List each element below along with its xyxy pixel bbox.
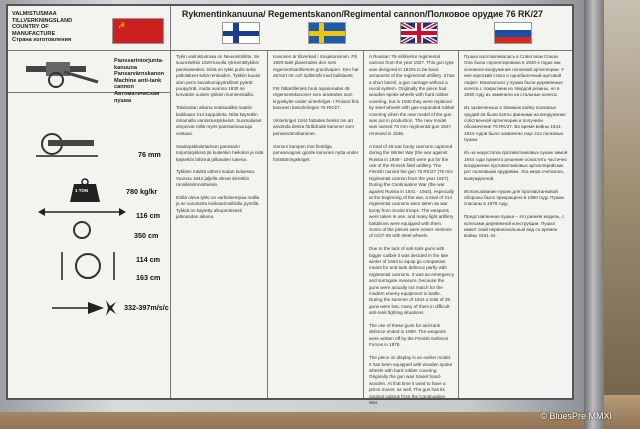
height-value: 114 cm [136,255,160,264]
english-description: A Russian 76-millimetre regimental cannon from the year 1927. This gun type was designed in 1920s to be basic armament of the regimental artillery. It has a short barrel, a gun carriage without a recoil system. Originally the piece had wooden spoke wheels with hard rubber covering, but in 1930 they were replaced by steel wheels with gas-expanded rubber covering when the new model of the gun was put in production. The new model was named 76 mm regimental gun 1927, renewed in 1936. A total of 46 war booty cannons captured during the Winter War (the war against Russia in 1939 - 1940) were put for the use of the Finnish field artillery. The Finnish named the gun 76 RK/27 (76 mm regimental cannon from the year 1927). During the Continuation War (the war against Russia in 1941 - 1944), especially at the beginning of the war, a total of 214 regimental cannons were taken as war booty from Soviet troops. The weapons were taken in use, and many light artillery battalions were equipped with them. Some of the pieces were newer versions of m/27-39 with steel wheels. Due to the lack of anti-tank guns with bigger calibre it was decided in the late winter of 1944 to equip go companies meant for anti-tank defence partly with regimental cannons. It was an emergency and surrogate measure, because the guns were actually not match for the modern enemy equipment in battle. During the summer of 1944 a total of 29 guns were lost, many of them in difficult anti-tank fighting situations. The use of these guns for anti-tank defence ended in 1960. The weapons were written off by the Finnish Defence Forces in 1978. The piece on display is an earlier model. It has been equipped with wooden spoke wheels with hard rubber covering. Originally the gun was Soviet hand-wooden. At that time it used to have a primo mover, as well. The gun has its original outlook from the Continuation War. [369,54,455,405]
width-value: 163 cm [136,273,161,282]
velocity-value: 332-397m/s/c [124,303,169,312]
height-arrow-icon [58,248,118,289]
length-arrow-icon [38,204,128,249]
weight-icon-label: 1 TON [75,188,89,193]
fi-sv-divider [267,50,268,398]
weight-value: 780 kg/kr [126,187,158,196]
finland-flag-icon [222,22,260,44]
cannon-type-label: Panssarintorjunta- kanuuna Pansarvärnskanon Machine anti-tank cannon Автоматическая пушка [114,58,165,104]
sweden-flag-icon [308,22,346,44]
copyright-watermark: © BluesPre MMXI [540,411,612,421]
country-label: VALMISTUSMAA TILLVERKNINGSLAND COUNTRY OF MANUFACTURE Страна изготовления [12,11,73,44]
soviet-flag-icon: ☭ [112,18,164,44]
russia-flag-icon [494,22,532,44]
specs-divider [170,50,171,398]
sign-board [6,4,574,405]
finnish-description: Tykin valmistusmaa on Neuvostoliitto. Se suunniteltiin 1920-luvulla rykmenttitykiksi panssaseaksi. Siinä on tykki puhti sekä pallolakeet sekä renkaiden. Tykkiin kuului alun perin kuviokumipyörelliset pyörät puupyörät, mutta vuonna 1930 ne korvattiin uusien tykkien kumirenkailla. Talvisodan aikana sotasaaliksi saatiin kaikkiaan 214 kappaletta. Niitä käytettiin rintamalla varmistustykkeinä. Suomalaiset ampuivat niillä myös panssarivaunuja vastaan. Ssainrpsklaisrtarinon panssarin torjuntatykkinä jäi kuitenkin heikoksi ja niitä käytettiin lähinnä jalkaväen tukena. Tykkien määrä väheni sodan kuluessa. Vuonna 1944 jäljellä olevat siirrettiin rannikkolinnoitteisiin. Esillä oleva tykki on varhaisempaa mallia ja se varustettu kivikaarimallisilla pyörillä. Tykkiä on käytetty alkuperäisesti jatkosodan aikana. [176,54,264,220]
swedish-description: Kanonen är tillverkad i Sovjetunionen. På 1920-talet planerades den som regementsartilleriets grundvapen. Den har ett kort rör och splitsmål med balklavett. För fältartilleriets bruk reparerades 46 regementskanoner som användes som krypskytte under vinterkriget. I Finland fick kanonen beteckningen 76 RK/27. Vinterkriget 1944 fattades beslut om att använda dessa föråldrade kanoner som pansarvärnskanoner. Genom kampen mot fientliga pansarvagnar gjorde kanonen nytta under fortsättningskriget. [273,54,359,162]
sign-title: Rykmentinkanuuna/ Regementskanon/Regimental cannon/Полковое орудие 76 RK/27 [182,9,543,19]
en-ru-divider [458,50,459,398]
caliber-value: 76 mm [138,150,161,159]
header-column-divider [170,6,171,50]
header-divider [8,50,572,51]
uk-flag-icon [400,22,438,44]
sign-post [584,0,604,429]
russian-description: Пушка изготавливалась в Советском Союзе. Она была спроектирована в 1920-х годах как основное вооружение полковой артиллерии. У нее короткий ствол и однобалочный щитовой лафет. Изначально у пушки были деревянные колеса с покрытием из твердой резины, но в 1930 году их заменили на стальные колеса. Из захваченных в Зимнюю войну полковых орудий 46 были взяты финнами на вооружение собственной артиллерии и получили обозначение 76 RK/27. Во время войны 1941-1944 годов было захвачено еще 214 полковых пушки. Из-за недостатка противотанковых пушек зимой 1944 года принято решение оснастить частично вооружение противотанковых артиллерийских рот полковыми орудиями. Эта мера считалась вынужденной. Использование пушек для противотанковой обороны было прекращено в 1960 году. Пушки списаны в 1978 году. Представленная пушка – это ранняя модель, с колесами деревянной конструкции. Пушка имеет свой первоначальный вид со времен войны 1941-44. [464,54,568,239]
sv-en-divider [363,50,364,398]
cannon-icon [16,56,106,93]
length-b-value: 350 cm [134,231,159,240]
caliber-cannon-icon [28,128,108,167]
projectile-icon [48,298,118,323]
length-a-value: 116 cm [136,211,160,220]
